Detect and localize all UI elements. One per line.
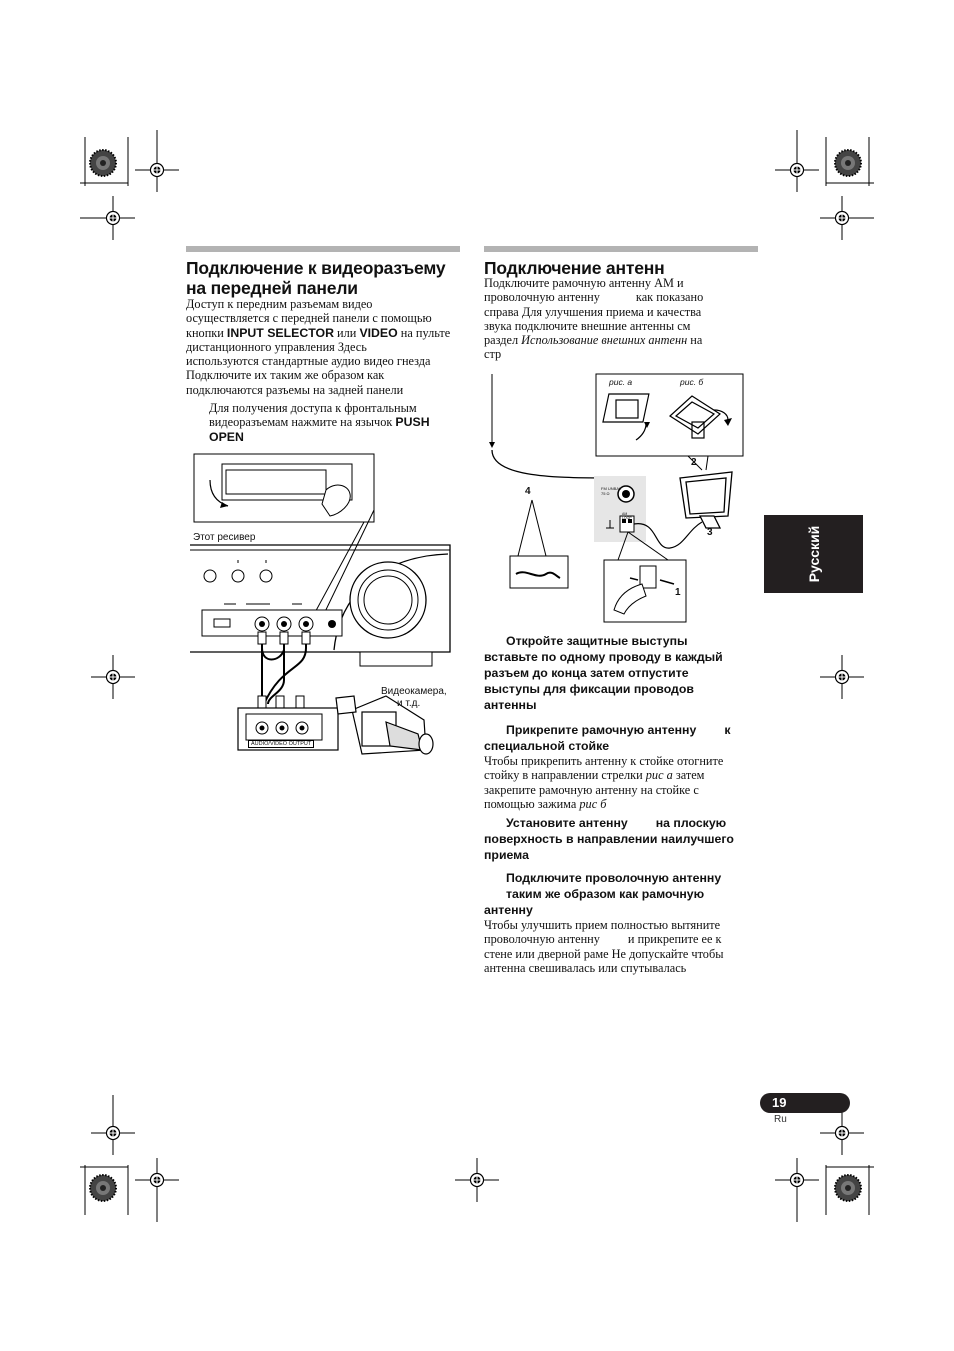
callout-4: 4 — [525, 486, 531, 497]
left-section-rule — [186, 246, 460, 252]
step-2: Прикрепите рамочную антенну к специальной стойке — [484, 723, 731, 753]
left-section-heading: Подключение к видеоразъему на передней панели — [186, 258, 446, 298]
camera-label-line1: Видеокамера, — [381, 686, 447, 697]
callout-2: 2 — [691, 457, 697, 468]
step-2-body: Чтобы прикрепить антенну к стойке отогните стойку в направлении стрелки рис а затем закрепите рамочную антенну на стойке с помощью зажима рис б — [484, 754, 724, 811]
fig-b-label: рис. б — [680, 377, 704, 387]
page-language-code: Ru — [774, 1114, 787, 1125]
step-4-body: Чтобы улучшить прием полностью вытяните проволочную антенну и прикрепите ее к стене или дверной раме Не допускайте чтобы антенна свешивалась или спутывалась — [484, 918, 724, 975]
fm-jack-label: FM UNBAL 75 Ω — [601, 486, 622, 496]
receiver-label: Этот ресивер — [193, 532, 256, 543]
language-tab — [764, 515, 863, 593]
left-intro-paragraph: Доступ к передним разъемам видео осуществляется с передней панели с помощью кнопки INPUT SELECTOR или VIDEO на пульте дистанционного управления Здесь используются стандартные аудио видео гнезда Подключите их таким же образом как подключаются разъемы на задней панели — [186, 297, 451, 397]
front-panel-connection-diagram — [186, 450, 456, 760]
left-note: Для получения доступа к фронтальным видеоразъемам нажмите на язычок PUSH OPEN — [209, 401, 430, 444]
am-jack-label: AM LOOP — [622, 512, 632, 520]
callout-1: 1 — [675, 587, 681, 598]
camera-label-line2: и т.д. — [397, 698, 421, 709]
right-intro-paragraph: Подключите рамочную антенну АМ и проволочную антенну как показано справа Для улучшения приема и качества звука подключите внешние антенны см раздел Использование внешних антенн на стр — [484, 276, 704, 362]
step-4: Подключите проволочную антенну таким же образом как рамочную антенну — [484, 871, 722, 917]
step-3: Установите антенну на плоскую поверхность в направлении наилучшего приема — [484, 816, 734, 862]
fig-a-label: рис. а — [609, 377, 633, 387]
right-section-heading: Подключение антенн — [484, 258, 665, 278]
page-number-pill — [760, 1093, 850, 1113]
callout-3: 3 — [707, 527, 713, 538]
right-section-rule — [484, 246, 758, 252]
step-1: Откройте защитные выступы вставьте по одному проводу в каждый разъем до конца затем отпустите выступы для фиксации проводов антенны — [484, 634, 723, 712]
language-tab-label: Русский — [805, 525, 822, 583]
page-number: 19 — [772, 1095, 787, 1110]
output-label: AUDIO/VIDEO OUTPUT — [248, 740, 314, 748]
antenna-connection-diagram — [488, 370, 750, 626]
